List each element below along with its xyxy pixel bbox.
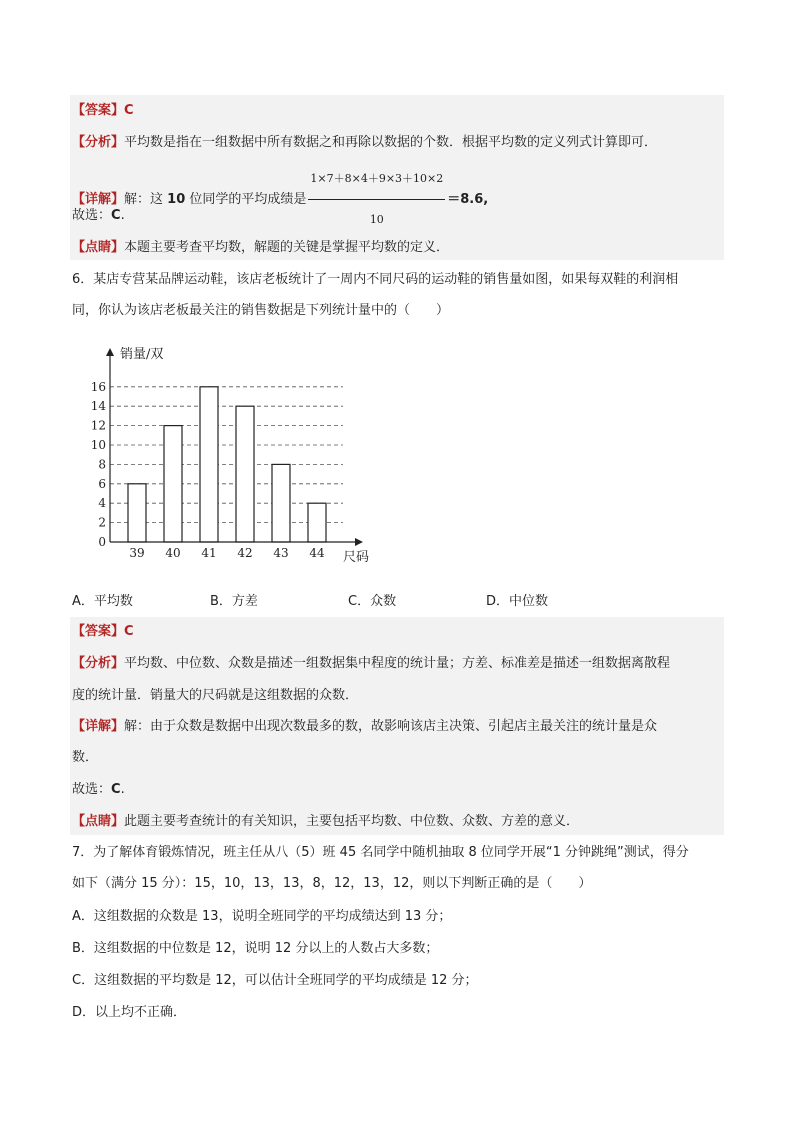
y-axis-label: 销量/双 [120, 347, 164, 362]
q6-detail-line2: 数． [72, 750, 99, 765]
y-tick-label: 0 [98, 535, 106, 549]
q6-option-b[interactable]: B．方差 [210, 594, 258, 609]
q6-option-a[interactable]: A．平均数 [72, 594, 133, 609]
fraction-numerator: 1×7＋8×4＋9×3＋10×2 [308, 160, 445, 200]
q5-detail-line: 【详解】解：这 10 位同学的平均成绩是 $\frac{1\times 7+8\times 4+9\times 3+10\times 2}{10}$ ＝8.6, [72, 160, 488, 239]
x-axis-label: 尺码 [343, 550, 370, 565]
fraction-denominator: 10 [369, 213, 384, 226]
x-tick-label: 44 [309, 546, 325, 560]
q5-answer-line [72, 101, 134, 121]
q6-option-d[interactable]: D．中位数 [486, 594, 549, 609]
q6-analysis-line1: 【分析】平均数、中位数、众数是描述一组数据集中程度的统计量；方差、标准差是描述一组数据离散程 [72, 656, 671, 671]
x-tick-label: 43 [273, 546, 289, 560]
q5-comment-line [72, 238, 449, 258]
q6-option-c[interactable]: C．众数 [348, 594, 397, 609]
y-tick-label: 16 [90, 379, 106, 394]
y-axis-arrow [106, 348, 114, 356]
comment-text: 本题主要考查平均数，解题的关键是掌握平均数的定义． [124, 240, 450, 255]
x-tick-label: 40 [165, 546, 181, 560]
q6-detail-line1: 【详解】解：由于众数是数据中出现次数最多的数，故影响该店主决策、引起店主最关注的统计量是众 [72, 719, 658, 734]
y-tick-label: 4 [98, 496, 106, 511]
q7-option-b[interactable]: B．这组数据的中位数是 12，说明 12 分以上的人数占大多数； [72, 941, 439, 956]
sales-bar-chart [85, 340, 385, 570]
bar-39 [128, 484, 146, 542]
answer-tag: 【答案】 [72, 103, 125, 118]
detail-tag: 【详解】 [72, 192, 125, 207]
y-tick-labels [91, 380, 107, 549]
q6-stem-line2: 同，你认为该店老板最关注的销售数据是下列统计量中的（ ） [72, 303, 450, 318]
q7-stem-line1: 7．为了解体育锻炼情况，班主任从八（5）班 45 名同学中随机抽取 8 位同学开展“1 分钟跳绳”测试，得分 [72, 845, 689, 860]
q5-analysis-line [72, 133, 657, 153]
y-tick-label: 14 [90, 399, 106, 414]
q5-choose-line: 故选：C. [72, 208, 125, 223]
analysis-text: 平均数是指在一组数据中所有数据之和再除以数据的个数．根据平均数的定义列式计算即可． [124, 135, 658, 150]
x-tick-label: 39 [129, 546, 145, 560]
bar-42 [236, 406, 254, 542]
fraction [308, 160, 445, 239]
chart-bars [128, 387, 326, 542]
q6-analysis-line2: 度的统计量．销量大的尺码就是这组数据的众数． [72, 688, 359, 703]
y-tick-label: 10 [90, 438, 106, 452]
y-tick-label: 12 [90, 418, 106, 433]
x-axis-arrow [355, 538, 363, 546]
x-tick-labels [129, 546, 325, 560]
q6-choose-line: 故选：C. [72, 782, 125, 797]
x-tick-label: 41 [201, 546, 217, 560]
q7-option-c[interactable]: C．这组数据的平均数是 12，可以估计全班同学的平均成绩是 12 分； [72, 973, 478, 988]
bar-43 [272, 464, 290, 542]
y-tick-label: 8 [98, 457, 106, 472]
q7-option-d[interactable]: D．以上均不正确． [72, 1005, 187, 1020]
comment-tag: 【点睛】 [72, 240, 125, 255]
answer-value: C [124, 103, 134, 118]
q6-stem-line1: 6．某店专营某品牌运动鞋，该店老板统计了一周内不同尺码的运动鞋的销售量如图，如果每双鞋的利润相 [72, 272, 679, 287]
q6-answer-line: 【答案】C [72, 624, 134, 639]
analysis-tag: 【分析】 [72, 135, 125, 150]
detail-result: ＝8.6, [447, 192, 489, 207]
q6-comment-line: 【点睛】此题主要考查统计的有关知识，主要包括平均数、中位数、众数、方差的意义． [72, 814, 580, 829]
q7-option-a[interactable]: A．这组数据的众数是 13，说明全班同学的平均成绩达到 13 分； [72, 909, 452, 924]
q7-stem-line2: 如下（满分 15 分）：15，10，13，13，8，12，13，12，则以下判断正确的是（ ） [72, 876, 592, 891]
bar-40 [164, 426, 182, 542]
y-tick-label: 6 [98, 476, 106, 491]
y-tick-label: 2 [98, 515, 106, 530]
bar-41 [200, 387, 218, 542]
bar-44 [308, 503, 326, 542]
x-tick-label: 42 [237, 546, 253, 560]
